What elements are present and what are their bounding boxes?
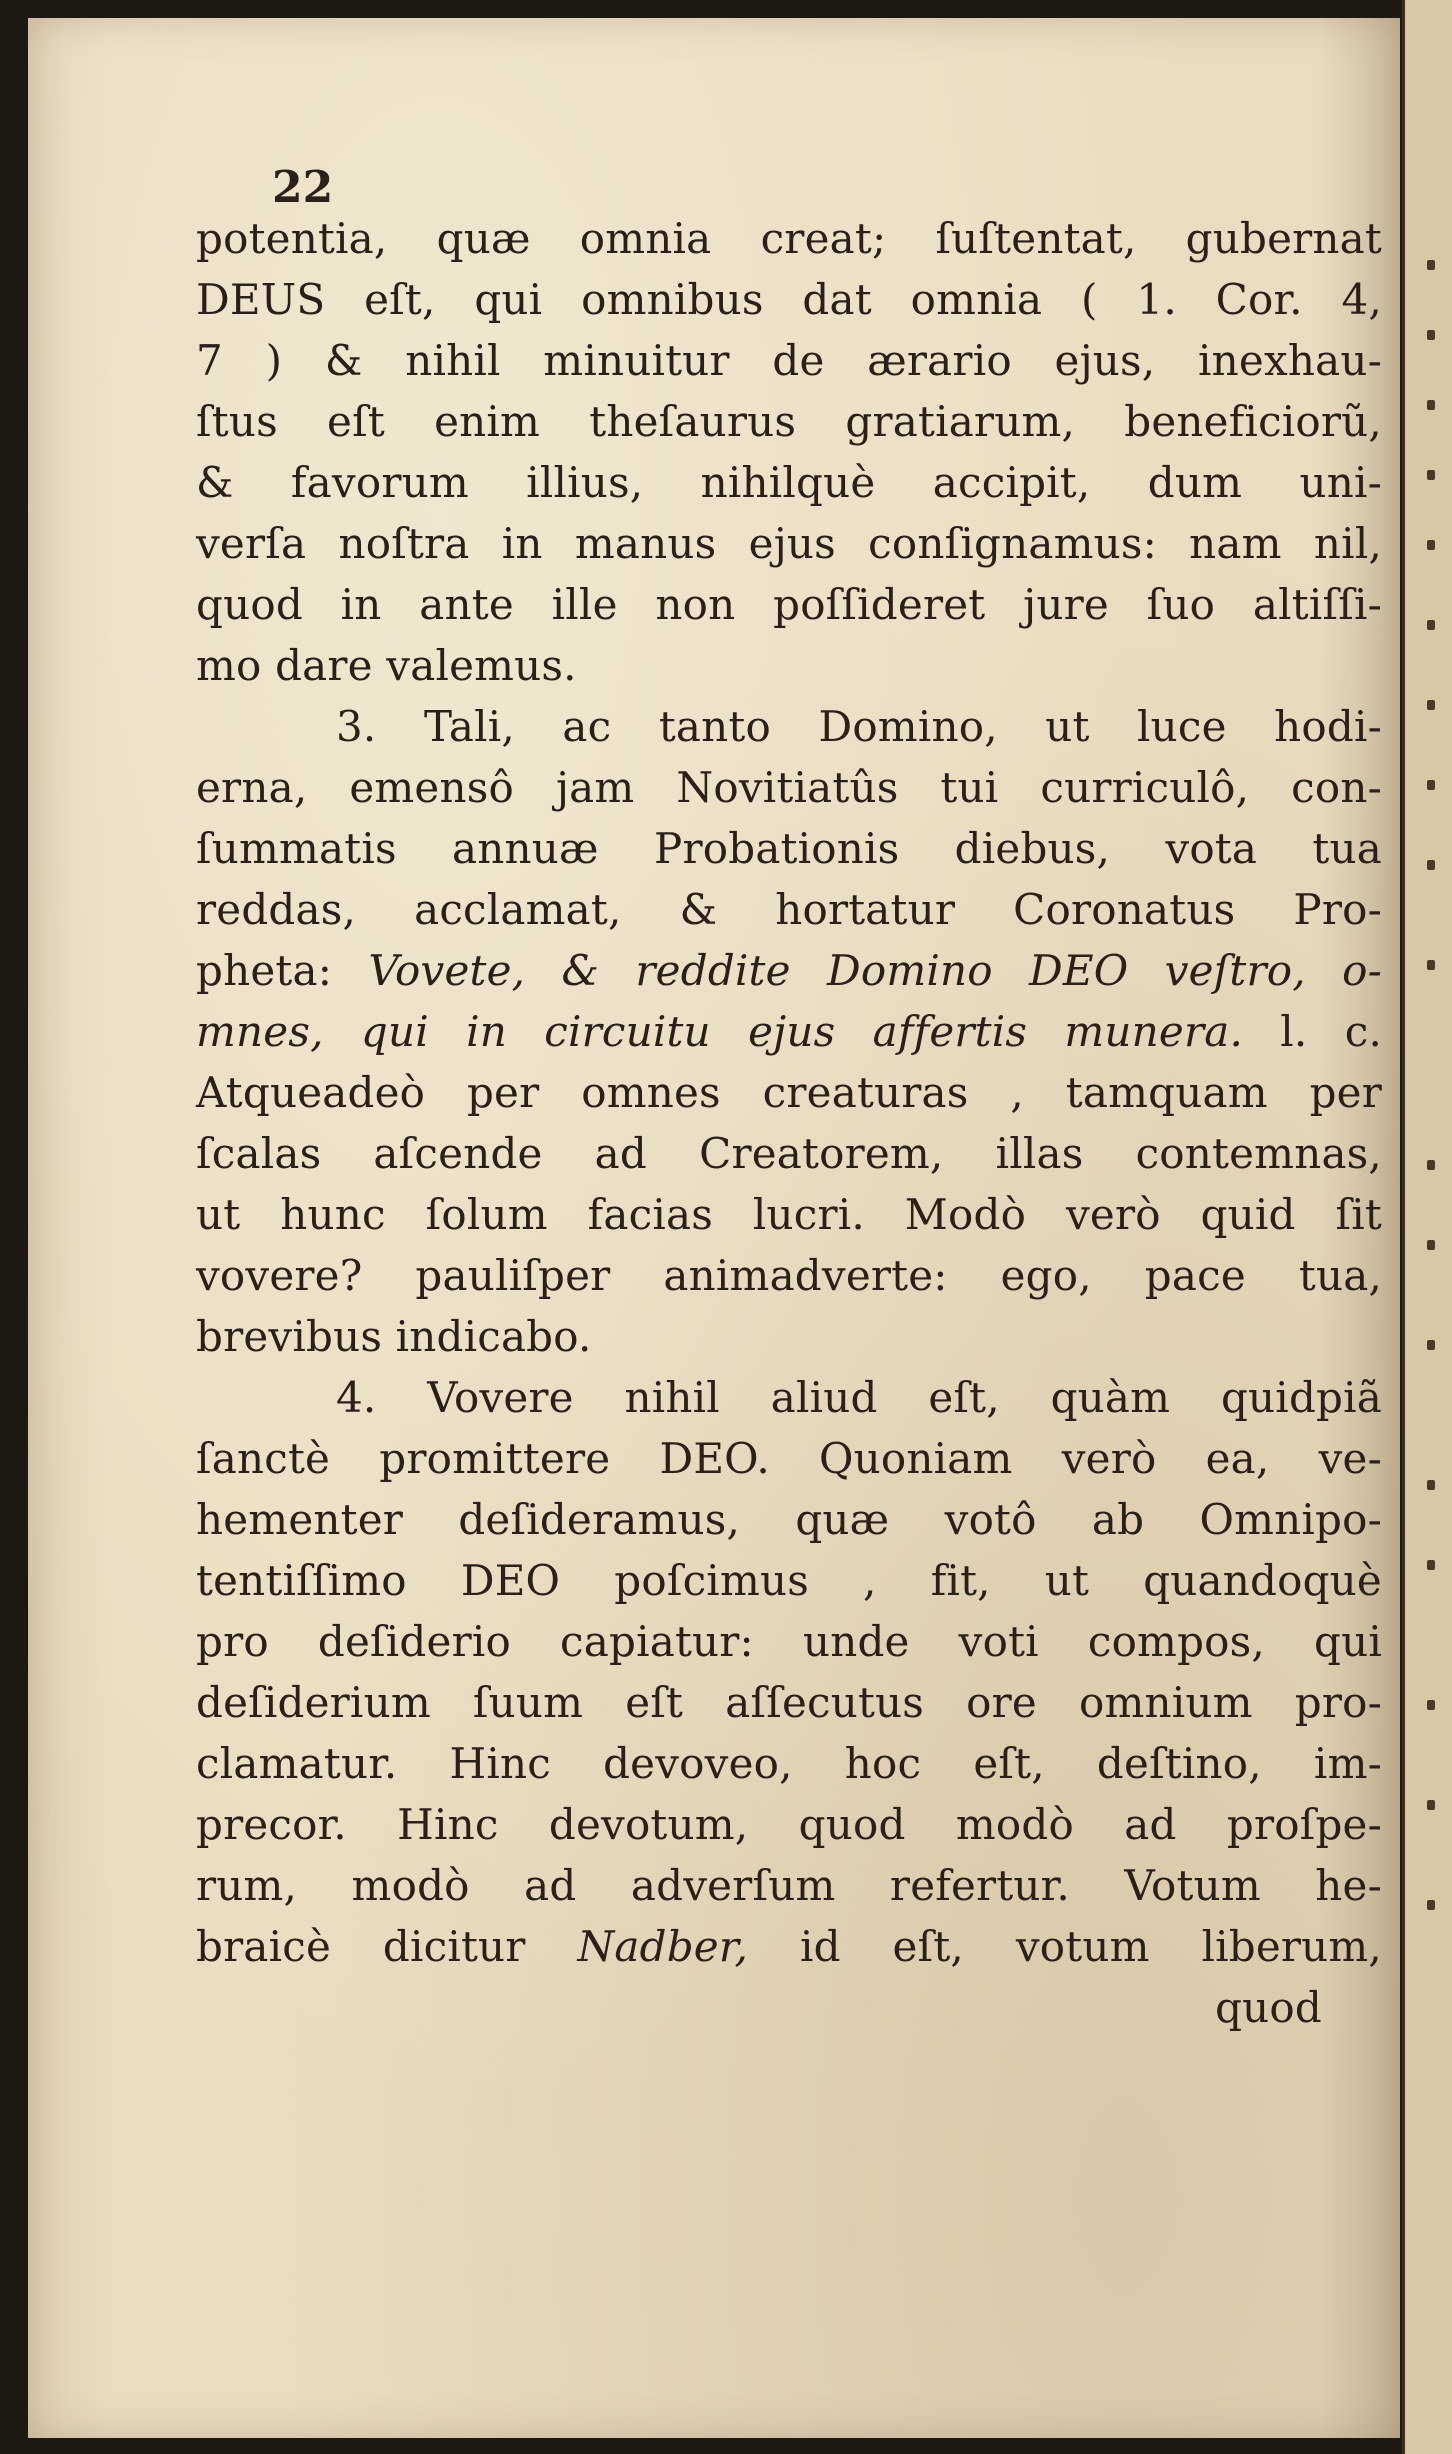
text-line: deſiderium ſuum eſt aſſecutus ore omnium pro- [196, 1678, 1382, 1727]
text-line: tentiſſimo DEO poſcimus , fit, ut quandoquè [196, 1556, 1382, 1605]
facing-page-glyph [1427, 540, 1435, 550]
text-line: Atqueadeò per omnes creaturas , tamquam per [196, 1068, 1382, 1117]
text-line: potentia, quæ omnia creat; ſuſtentat, gubernat [196, 214, 1382, 263]
text-line: quod in ante ille non poſſideret jure ſuo altiſſi- [196, 580, 1382, 629]
facing-page-glyph [1427, 1700, 1435, 1710]
text-fragment: id eſt, votum liberum, [748, 1922, 1382, 1971]
facing-page-glyph [1427, 1480, 1435, 1490]
text-line: ſcalas aſcende ad Creatorem, illas contemnas, [196, 1129, 1382, 1178]
facing-page-edge [1402, 0, 1452, 2454]
body-text [196, 208, 1382, 2038]
catchword: quod [1215, 1983, 1322, 2032]
text-line: DEUS eſt, qui omnibus dat omnia ( 1. Cor. 4, [196, 275, 1382, 324]
text-line: precor. Hinc devotum, quod modò ad proſpe- [196, 1800, 1382, 1849]
text-line: clamatur. Hinc devoveo, hoc eſt, deſtino, im- [196, 1739, 1382, 1788]
facing-page-glyph [1427, 470, 1435, 480]
text-line: vovere? pauliſper animadverte: ego, pace tua, [196, 1251, 1382, 1300]
paragraph-3-start: 3. Tali, ac tanto Domino, ut luce hodi- [336, 702, 1382, 751]
quotation-line [196, 1001, 1382, 1062]
facing-page-glyph [1427, 960, 1435, 970]
facing-page-glyph [1427, 700, 1435, 710]
text-line: erna, emensô jam Novitiatûs tui curriculô, con- [196, 763, 1382, 812]
scripture-quote: Vovete, & reddite Domino DEO veſtro, o- [368, 946, 1382, 995]
text-line: ſanctè promittere DEO. Quoniam verò ea, ve- [196, 1434, 1382, 1483]
text-fragment: braicè dicitur [196, 1922, 578, 1971]
facing-page-glyph [1427, 1160, 1435, 1170]
text-line: brevibus indicabo. [196, 1312, 592, 1361]
facing-page-glyph [1427, 860, 1435, 870]
paragraph-4-start: 4. Vovere nihil aliud eſt, quàm quidpiã [336, 1373, 1382, 1422]
facing-page-glyph [1427, 330, 1435, 340]
facing-page-glyph [1427, 1240, 1435, 1250]
hebrew-term: Nadber, [577, 1922, 749, 1971]
scripture-quote: mnes, qui in circuitu ejus affertis munera. [196, 1007, 1244, 1056]
text-line: pro deſiderio capiatur: unde voti compos, qui [196, 1617, 1382, 1666]
text-line: reddas, acclamat, & hortatur Coronatus Pro- [196, 885, 1382, 934]
text-line: mo dare valemus. [196, 641, 577, 690]
facing-page-glyph [1427, 620, 1435, 630]
text-line: rum, modò ad adverſum refertur. Votum he- [196, 1861, 1382, 1910]
text-line: verſa noſtra in manus ejus conſignamus: nam nil, [196, 519, 1382, 568]
facing-page-glyph [1427, 780, 1435, 790]
facing-page-glyph [1427, 1800, 1435, 1810]
facing-page-glyph [1427, 260, 1435, 270]
text-line: ſummatis annuæ Probationis diebus, vota tua [196, 824, 1382, 873]
text-fragment: pheta: [196, 946, 369, 995]
text-line [196, 1916, 1382, 1977]
facing-page-glyph [1427, 1340, 1435, 1350]
text-line: ſtus eſt enim theſaurus gratiarum, beneficiorũ, [196, 397, 1382, 446]
quotation-line [196, 940, 1382, 1001]
facing-page-glyph [1427, 400, 1435, 410]
facing-page-glyph [1427, 1560, 1435, 1570]
facing-page-glyph [1427, 1900, 1435, 1910]
page-number: 22 [272, 162, 334, 213]
citation: l. c. [1243, 1007, 1382, 1056]
text-line: 7 ) & nihil minuitur de ærario ejus, inexhau- [196, 336, 1382, 385]
text-line: hementer deſideramus, quæ votô ab Omnipo- [196, 1495, 1382, 1544]
text-line: & favorum illius, nihilquè accipit, dum uni- [196, 458, 1382, 507]
text-line: ut hunc ſolum facias lucri. Modò verò quid ſit [196, 1190, 1382, 1239]
